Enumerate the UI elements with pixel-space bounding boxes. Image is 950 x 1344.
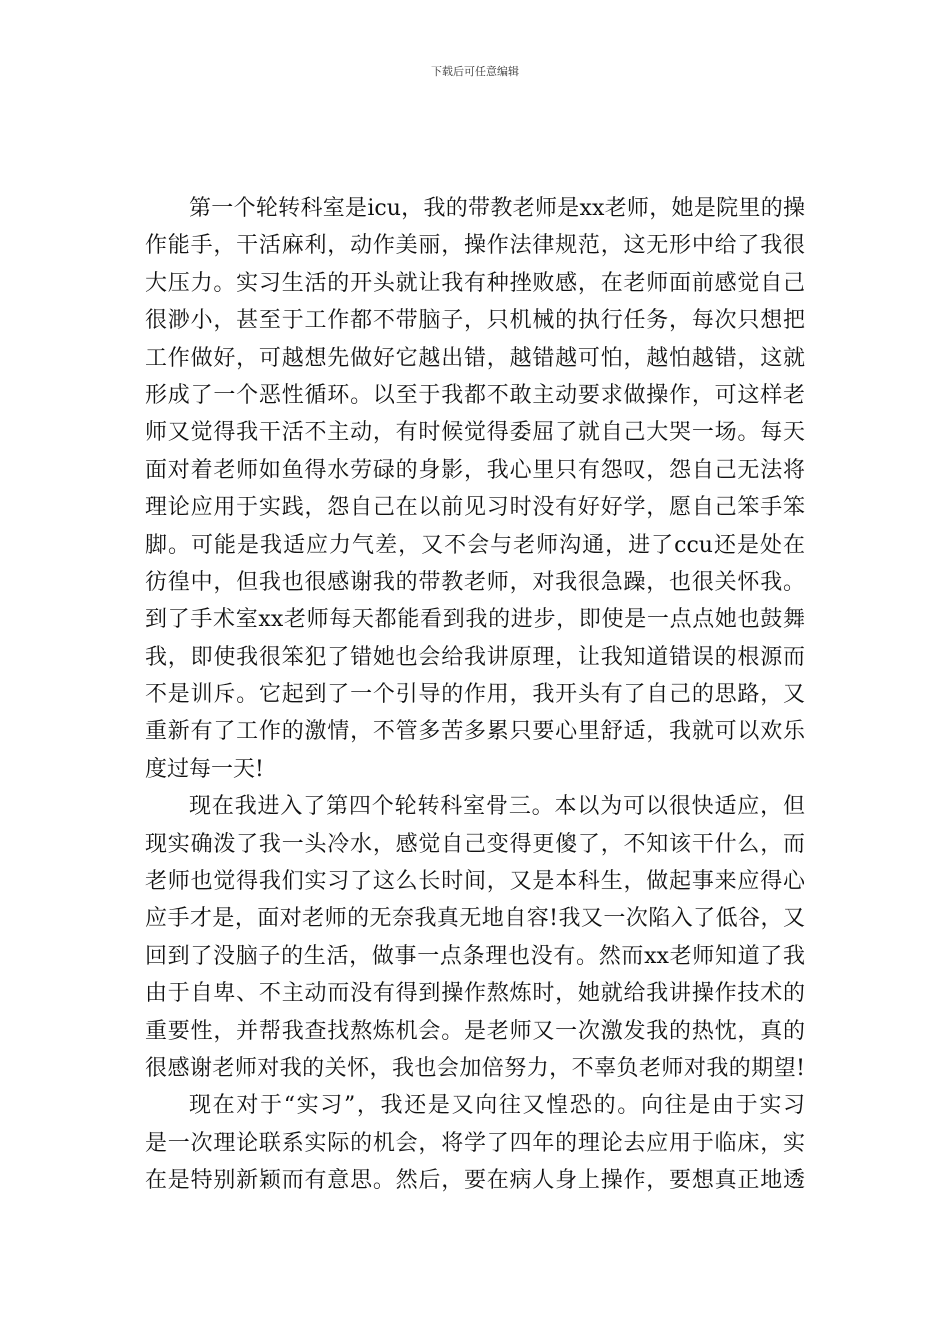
text-line: 大压力。实习生活的开头就让我有种挫败感，在老师面前感觉自己: [145, 270, 805, 296]
text-line: 是一次理论联系实际的机会，将学了四年的理论去应用于临床，实: [145, 1130, 805, 1156]
text-line: 重新有了工作的激情，不管多苦多累只要心里舒适，我就可以欢乐: [145, 719, 805, 745]
text-line: 很感谢老师对我的关怀，我也会加倍努力，不辜负老师对我的期望!: [145, 1055, 805, 1081]
text-line: 面对着老师如鱼得水劳碌的身影，我心里只有怨叹，怨自己无法将: [145, 457, 805, 483]
text-line: 脚。可能是我适应力气差，又不会与老师沟通，进了ccu还是处在: [145, 532, 805, 558]
page-header: 下载后可任意编辑: [431, 65, 519, 78]
paragraph: [145, 1087, 805, 1199]
text-line: 现实确泼了我一头冷水，感觉自己变得更傻了，不知该干什么，而: [145, 831, 805, 857]
text-line: 不是训斥。它起到了一个引导的作用，我开头有了自己的思路，又: [145, 682, 805, 708]
text-line: 理论应用于实践，怨自己在以前见习时没有好好学，愿自己笨手笨: [145, 495, 805, 521]
text-line: 由于自卑、不主动而没有得到操作熬炼时，她就给我讲操作技术的: [145, 981, 805, 1007]
text-line: 现在对于“实习”，我还是又向往又惶恐的。向往是由于实习: [189, 1093, 805, 1119]
text-line: 回到了没脑子的生活，做事一点条理也没有。然而xx老师知道了我: [145, 943, 805, 969]
text-line: 第一个轮转科室是icu，我的带教老师是xx老师，她是院里的操: [189, 196, 805, 221]
document-body: [145, 190, 805, 1200]
text-line: 我，即使我很笨犯了错她也会给我讲原理，让我知道错误的根源而: [145, 644, 805, 670]
paragraph: [145, 190, 805, 788]
text-line: 形成了一个恶性循环。以至于我都不敢主动要求做操作，可这样老: [145, 382, 805, 408]
text-line: 作能手，干活麻利，动作美丽，操作法律规范，这无形中给了我很: [145, 233, 805, 259]
text-line: 老师也觉得我们实习了这么长时间，又是本科生，做起事来应得心: [145, 869, 805, 895]
text-line: 工作做好，可越想先做好它越出错，越错越可怕，越怕越错，这就: [145, 345, 805, 371]
text-line: 彷徨中，但我也很感谢我的带教老师，对我很急躁，也很关怀我。: [145, 569, 805, 595]
paragraph: [145, 788, 805, 1087]
text-line: 在是特别新颖而有意思。然后，要在病人身上操作，要想真正地透: [145, 1168, 805, 1194]
text-line: 重要性，并帮我查找熬炼机会。是老师又一次激发我的热忱，真的: [145, 1018, 805, 1044]
text-line: 现在我进入了第四个轮转科室骨三。本以为可以很快适应，但: [189, 794, 805, 820]
text-line: 师又觉得我干活不主动，有时候觉得委屈了就自己大哭一场。每天: [145, 420, 805, 446]
text-line: 到了手术室xx老师每天都能看到我的进步，即使是一点点她也鼓舞: [145, 607, 805, 633]
text-line: 应手才是，面对老师的无奈我真无地自容!我又一次陷入了低谷，又: [145, 906, 805, 932]
text-line: 很渺小，甚至于工作都不带脑子，只机械的执行任务，每次只想把: [145, 308, 805, 334]
text-line: 度过每一天!: [145, 756, 264, 782]
